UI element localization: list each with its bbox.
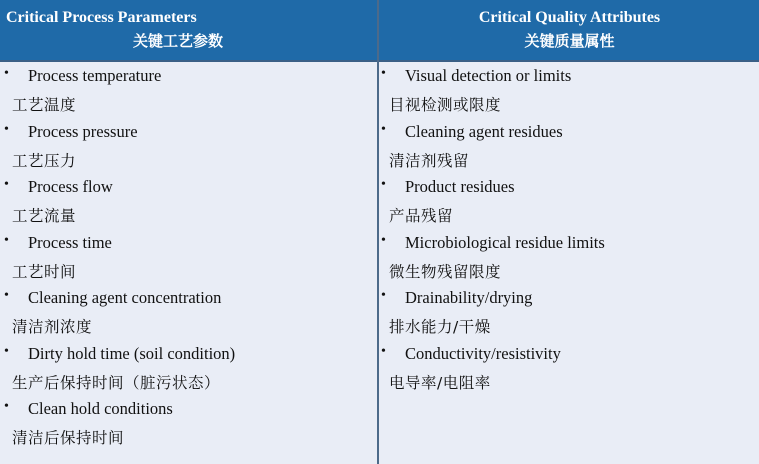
quality-attribute-item-english: Visual detection or limits [405, 66, 572, 85]
quality-attribute-list-item [379, 173, 759, 229]
bullet-icon: • [4, 66, 9, 81]
table-header [0, 0, 759, 62]
process-parameter-list-item [0, 395, 376, 451]
quality-attribute-item-chinese: 电导率/电阻率 [389, 373, 491, 392]
quality-attribute-list-item [379, 62, 759, 118]
process-parameter-item-english: Process time [28, 232, 112, 252]
header-right-english: Critical Quality Attributes [478, 9, 661, 26]
quality-attribute-item-english: Conductivity/resistivity [405, 343, 561, 363]
process-parameter-list-item [0, 118, 376, 174]
quality-attribute-list-item [379, 229, 759, 285]
process-parameter-list-item [0, 62, 376, 118]
bullet-icon: • [381, 288, 386, 303]
process-parameter-item-chinese: 清洁后保持时间 [12, 429, 125, 447]
process-parameters-column [0, 62, 376, 451]
bullet-icon: • [381, 343, 386, 359]
bullet-icon: • [4, 177, 9, 192]
bullet-icon: • [4, 288, 9, 303]
process-parameter-item-chinese: 工艺温度 [12, 96, 77, 114]
quality-attribute-list-item [379, 118, 759, 174]
bullet-icon: • [381, 121, 386, 137]
process-parameter-list-item [0, 229, 376, 285]
quality-attribute-item-chinese: 清洁剂残留 [389, 151, 470, 170]
quality-attribute-item-english: Drainability/drying [405, 288, 533, 307]
quality-attribute-item-english: Microbiological residue limits [405, 232, 605, 252]
process-parameter-item-chinese: 工艺流量 [12, 207, 77, 225]
quality-attribute-item-chinese: 产品残留 [389, 207, 454, 225]
quality-attributes-column [379, 62, 759, 395]
process-parameter-item-chinese: 工艺时间 [12, 262, 77, 281]
process-parameter-item-chinese: 生产后保持时间（脏污状态） [12, 373, 221, 392]
bullet-icon: • [4, 343, 9, 359]
header-right-chinese: 关键质量属性 [524, 32, 615, 50]
bullet-icon: • [381, 177, 386, 192]
quality-attribute-item-english: Cleaning agent residues [405, 121, 563, 141]
process-parameter-item-chinese: 清洁剂浓度 [12, 318, 93, 336]
process-parameter-item-english: Dirty hold time (soil condition) [28, 343, 236, 363]
bullet-icon: • [381, 232, 386, 248]
process-parameter-list-item [0, 340, 376, 396]
quality-attribute-list-item [379, 284, 759, 340]
process-parameter-item-english: Process temperature [28, 66, 162, 85]
bullet-icon: • [4, 232, 9, 248]
quality-attribute-item-chinese: 排水能力/干燥 [389, 318, 491, 336]
header-left-chinese: 关键工艺参数 [133, 32, 224, 50]
header-process-parameters [0, 0, 378, 62]
header-left-english: Critical Process Parameters [6, 9, 197, 26]
bullet-icon: • [4, 399, 9, 414]
quality-attribute-item-chinese: 微生物残留限度 [389, 262, 502, 281]
process-parameter-item-english: Process flow [28, 177, 113, 196]
quality-attribute-item-chinese: 目视检测或限度 [389, 96, 502, 114]
header-quality-attributes [380, 0, 759, 62]
process-parameter-item-chinese: 工艺压力 [12, 151, 77, 170]
process-parameter-list-item [0, 173, 376, 229]
process-parameter-item-english: Cleaning agent concentration [28, 288, 222, 307]
process-parameter-item-english: Process pressure [28, 121, 138, 141]
bullet-icon: • [381, 66, 386, 81]
quality-attribute-item-english: Product residues [405, 177, 515, 196]
process-parameter-list-item [0, 284, 376, 340]
quality-attribute-list-item [379, 340, 759, 396]
bullet-icon: • [4, 121, 9, 137]
process-parameter-item-english: Clean hold conditions [28, 399, 173, 418]
